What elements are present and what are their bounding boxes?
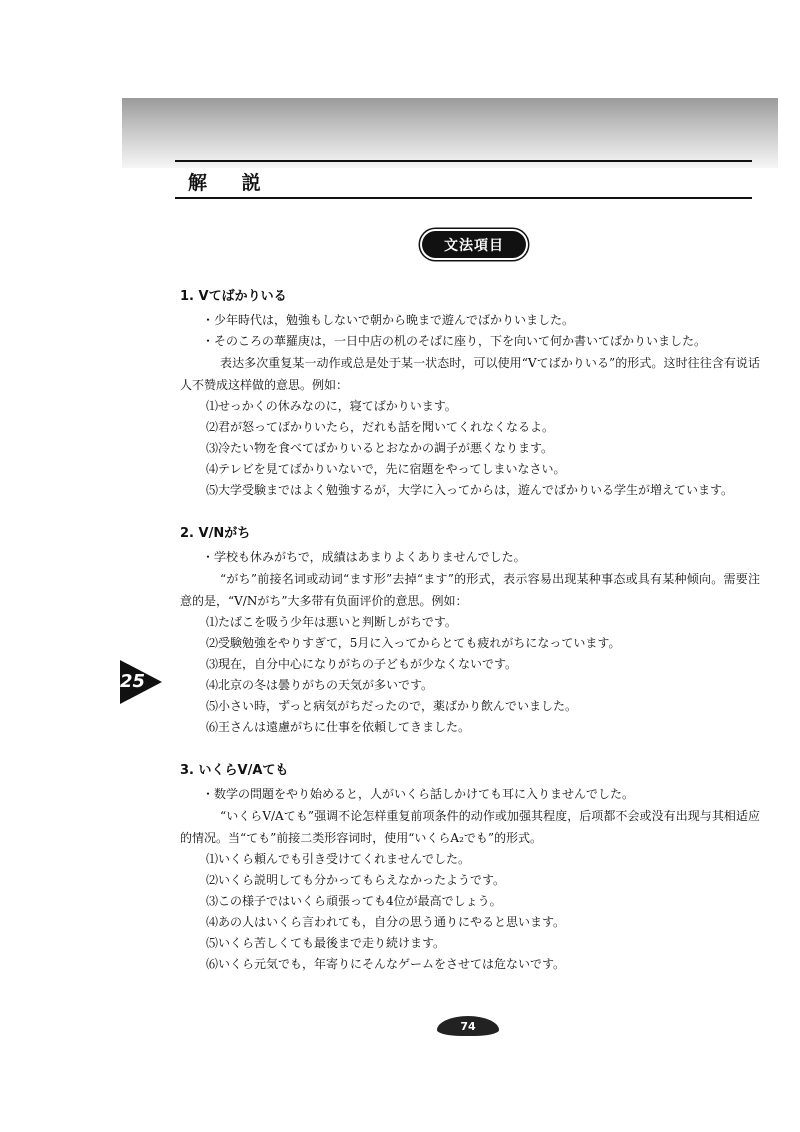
example-sentence: ⑴せっかくの休みなのに，寝てばかりいます。 [206,399,457,413]
example-sentence: ⑵いくら説明しても分かってもらえなかったようです。 [206,873,506,887]
example-sentence: ⑵受験勉強をやりすぎて，5月に入ってからとても疲れがちになっています。 [206,636,621,650]
grammar-item [180,523,760,738]
grammar-title: 1. Vてばかりいる [180,289,287,304]
header-rule-bottom [175,197,752,199]
example-sentence: ⑵君が怒ってばかりいたら，だれも話を聞いてくれなくなるよ。 [206,420,555,434]
grammar-title: 2. V/Nがち [180,526,251,541]
example-sentence: ⑴たばこを吸う少年は悪いと判断しがちです。 [206,615,457,629]
example-sentence: ⑹いくら元気でも，年寄りにそんなゲームをさせては危ないです。 [206,957,566,971]
example-sentence: ⑷テレビを見てばかりいないで，先に宿題をやってしまいなさい。 [206,462,566,476]
example-sentence: ⑸大学受験まではよく勉強するが，大学に入ってからは，遊んでばかりいる学生が増えています。 [206,483,734,497]
header-rule-top [175,160,752,162]
grammar-items-badge: 文法項目 [422,231,526,258]
grammar-item [180,760,760,975]
example-sentence: ⑷北京の冬は曇りがちの天気が多いです。 [206,678,434,692]
grammar-title: 3. いくらV/Aても [180,763,289,778]
grammar-content [180,286,760,997]
example-sentence: ⑹王さんは遠慮がちに仕事を依頼してきました。 [206,720,471,734]
grammar-explanation: “がち”前接名词或动词“ます形”去掉“ます”的形式，表示容易出现某种事态或具有某种倾向。需要注意的是，“V/Nがち”大多带有负面评价的意思。例如： [180,572,760,608]
key-sentence: ・数学の問題をやり始めると，人がいくら話しかけても耳に入りませんでした。 [202,787,635,801]
key-sentence: ・少年時代は，勉強もしないで朝から晩まで遊んでばかりいました。 [202,313,575,327]
grammar-explanation: 表达多次重复某一动作或总是处于某一状态时，可以使用“Vてばかりいる”的形式。这时往往含有说话人不赞成这样做的意思。例如： [180,356,760,392]
header-band [122,98,778,168]
example-sentence: ⑶この様子ではいくら頑張っても4位が最高でしょう。 [206,894,502,908]
example-sentence: ⑷あの人はいくら言われても，自分の思う通りにやると思います。 [206,915,566,929]
grammar-item [180,286,760,501]
page-number: 74 [437,1016,499,1036]
example-sentence: ⑶現在，自分中心になりがちの子どもが少なくないです。 [206,657,518,671]
example-sentence: ⑴いくら頼んでも引き受けてくれませんでした。 [206,852,471,866]
grammar-explanation: “いくらV/Aても”强调不论怎样重复前项条件的动作或加强其程度，后项都不会或没有出现与其相适应的情况。当“ても”前接二类形容词时，使用“いくらA₂でも”的形式。 [180,809,760,845]
example-sentence: ⑸いくら苦しくても最後まで走り続けます。 [206,936,446,950]
chapter-number: 25 [120,671,146,692]
section-title: 解 説 [188,172,275,194]
example-sentence: ⑸小さい時，ずっと病気がちだったので，薬ばかり飲んでいました。 [206,699,578,713]
key-sentence: ・学校も休みがちで，成績はあまりよくありませんでした。 [202,550,526,564]
key-sentence: ・そのころの華羅庚は，一日中店の机のそばに座り，下を向いて何か書いてばかりいました。 [202,334,707,348]
example-sentence: ⑶冷たい物を食べてばかりいるとおなかの調子が悪くなります。 [206,441,554,455]
